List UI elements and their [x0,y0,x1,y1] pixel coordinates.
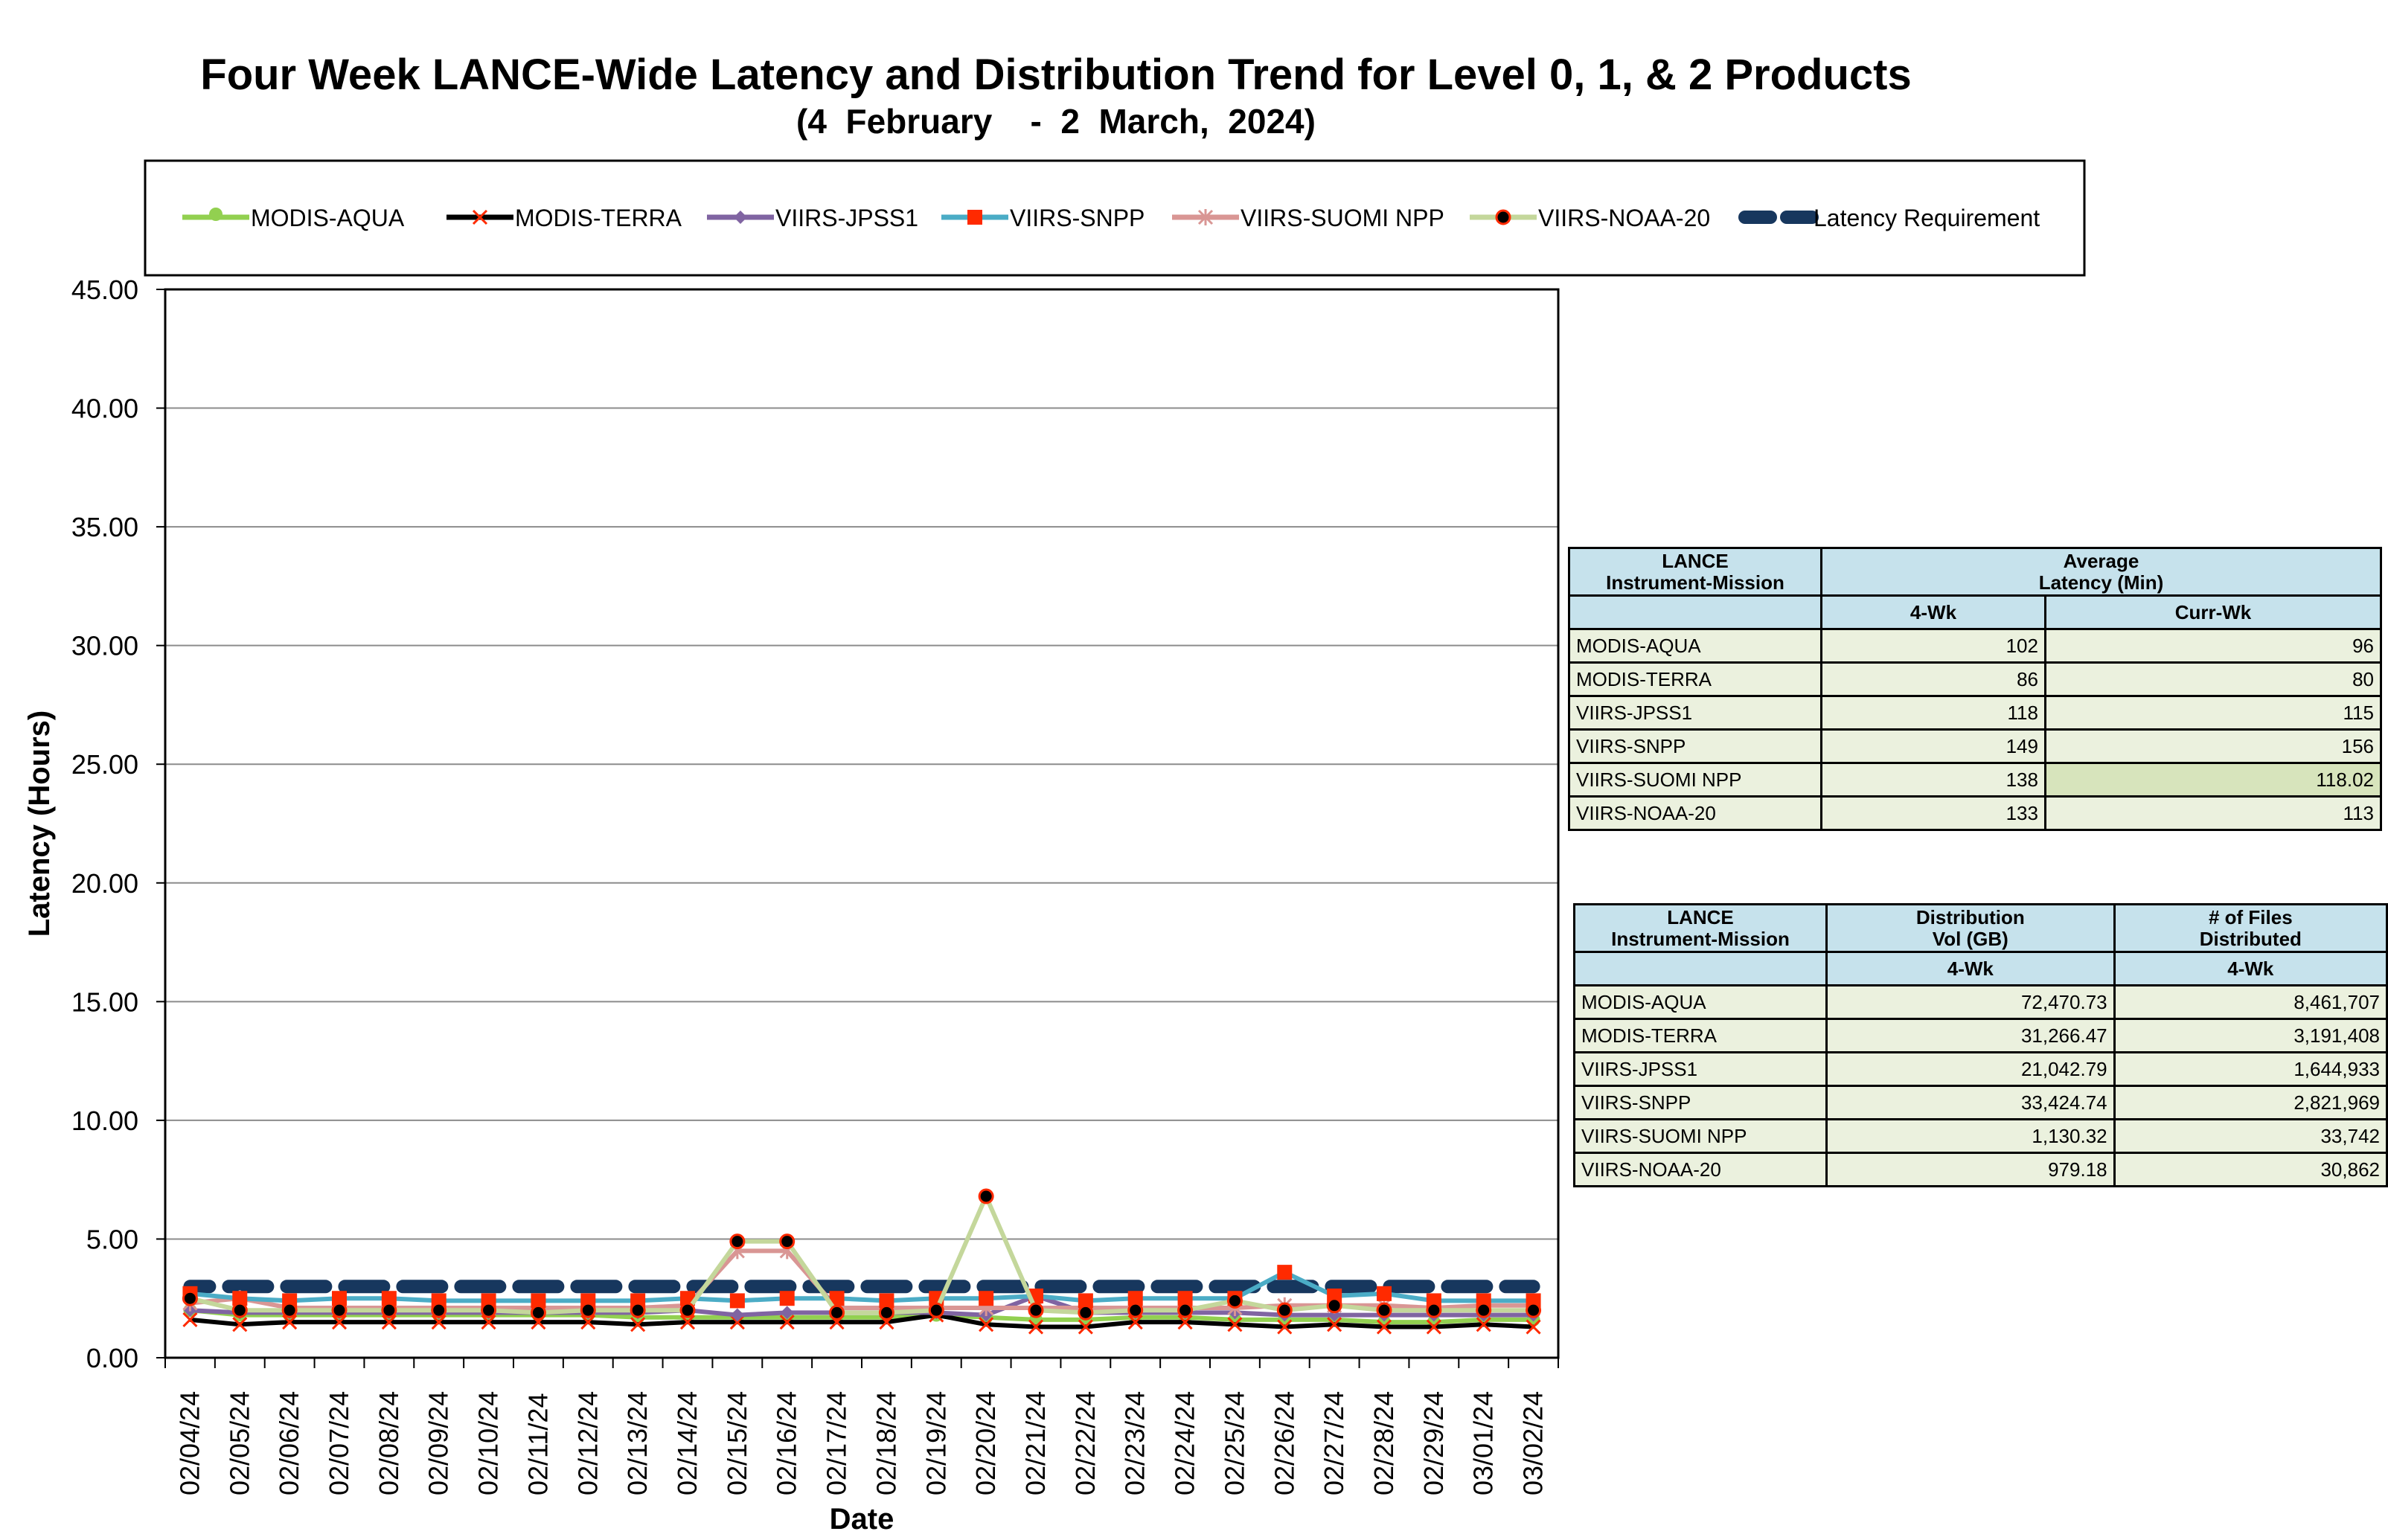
data-point [581,1303,595,1317]
x-tick-label: 02/20/24 [970,1390,1002,1495]
data-point [1328,1299,1341,1312]
y-tick-label: 40.00 [71,393,138,424]
x-tick-label: 02/05/24 [224,1390,255,1495]
table-row [1575,986,2387,1019]
legend-label: VIIRS-NOAA-20 [1538,205,1711,231]
data-point [781,1235,794,1248]
x-tick-label: 02/24/24 [1169,1390,1200,1495]
chart-subtitle: (4 February - 2 March, 2024) [796,102,1316,141]
table-row [1575,1120,2387,1153]
data-point [1029,1303,1043,1317]
x-tick-label: 02/09/24 [423,1390,454,1495]
distribution-volume: 1,130.32 [1827,1120,2115,1153]
x-tick-label: 02/28/24 [1369,1390,1399,1495]
latency-curr-wk: 96 [2045,629,2381,663]
data-point [681,1303,694,1317]
data-point [531,1306,545,1319]
series-layer [182,1190,1540,1334]
y-tick-label: 30.00 [71,630,138,661]
table-row [1569,629,2381,663]
latency-table-col1-header: LANCE Instrument-Mission [1569,548,1822,596]
distribution-table-sub-vol: 4-Wk [1827,952,2115,986]
y-tick-label: 45.00 [71,275,138,305]
data-point [1129,1303,1142,1317]
y-tick-label: 0.00 [86,1343,138,1373]
table-row [1569,696,2381,730]
x-tick-label: 02/29/24 [1418,1390,1449,1495]
mission-name: MODIS-TERRA [1575,1019,1827,1053]
x-tick-label: 02/12/24 [572,1390,604,1495]
data-point [1278,1303,1291,1317]
mission-name: VIIRS-SUOMI NPP [1575,1120,1827,1153]
plot-area [165,289,1558,1358]
latency-curr-wk: 115 [2045,696,2381,730]
legend-label: MODIS-TERRA [515,205,682,231]
x-tick-label: 02/18/24 [871,1390,902,1495]
mission-name: MODIS-AQUA [1575,986,1827,1019]
y-tick-label: 35.00 [71,512,138,543]
mission-name: MODIS-TERRA [1569,663,1822,696]
x-tick-label: 02/22/24 [1069,1390,1101,1495]
distribution-volume: 33,424.74 [1827,1086,2115,1120]
files-distributed: 3,191,408 [2114,1019,2387,1053]
data-point [333,1303,346,1317]
x-tick-label: 02/23/24 [1119,1390,1150,1495]
data-point [979,1190,993,1203]
legend-label: VIIRS-JPSS1 [775,205,919,231]
table-row [1575,1086,2387,1120]
x-tick-label: 02/14/24 [672,1390,702,1495]
data-point [1228,1294,1241,1307]
mission-name: MODIS-AQUA [1569,629,1822,663]
data-point [631,1303,644,1317]
x-tick-label: 02/17/24 [821,1390,852,1495]
x-tick-label: 02/26/24 [1269,1390,1300,1495]
legend-marker [967,210,982,225]
mission-name: VIIRS-NOAA-20 [1569,797,1822,830]
files-distributed: 30,862 [2114,1153,2387,1187]
x-tick-label: 03/02/24 [1517,1390,1549,1495]
distribution-table-col1-header: LANCE Instrument-Mission [1575,905,1827,952]
distribution-volume: 21,042.79 [1827,1053,2115,1086]
data-point [482,1303,496,1317]
x-tick-label: 02/16/24 [771,1390,802,1495]
x-axis [165,1358,1558,1495]
mission-name: VIIRS-SNPP [1575,1086,1827,1120]
data-point [880,1306,893,1319]
y-tick-label: 25.00 [71,749,138,780]
x-tick-label: 02/04/24 [174,1390,205,1495]
latency-curr-wk: 118.02 [2045,763,2381,797]
table-row [1569,763,2381,797]
files-distributed: 1,644,933 [2114,1053,2387,1086]
chart-title: Four Week LANCE-Wide Latency and Distribution Trend for Level 0, 1, & 2 Products [200,51,1912,99]
data-point [1477,1303,1491,1317]
data-point [731,1235,744,1248]
data-point [382,1303,396,1317]
data-point [929,1303,943,1317]
data-point [830,1306,844,1319]
x-tick-label: 02/06/24 [274,1390,305,1495]
x-tick-label: 02/13/24 [622,1390,653,1495]
y-axis-label: Latency (Hours) [23,710,56,937]
mission-name: VIIRS-JPSS1 [1575,1053,1827,1086]
mission-name: VIIRS-JPSS1 [1569,696,1822,730]
table-row [1569,663,2381,696]
latency-table-sub-4wk: 4-Wk [1822,596,2046,629]
table-row [1575,1019,2387,1053]
legend-marker [1496,211,1510,224]
x-tick-label: 02/15/24 [721,1390,752,1495]
data-point [780,1291,795,1306]
latency-4wk: 102 [1822,629,2046,663]
latency-4wk: 138 [1822,763,2046,797]
distribution-table-sub-files: 4-Wk [2114,952,2387,986]
data-point [1079,1306,1092,1319]
mission-name: VIIRS-SNPP [1569,730,1822,763]
y-tick-label: 10.00 [71,1105,138,1136]
data-point [1179,1303,1192,1317]
distribution-volume: 979.18 [1827,1153,2115,1187]
y-axis [71,275,165,1373]
latency-curr-wk: 113 [2045,797,2381,830]
table-row [1569,730,2381,763]
latency-4wk: 118 [1822,696,2046,730]
data-point [1377,1286,1392,1301]
x-tick-label: 02/21/24 [1020,1390,1051,1495]
gridlines [165,289,1558,1239]
distribution-table-col3-header: # of Files Distributed [2114,905,2387,952]
files-distributed: 8,461,707 [2114,986,2387,1019]
mission-name: VIIRS-SUOMI NPP [1569,763,1822,797]
legend-label: Latency Requirement [1814,205,2040,231]
distribution-volume: 72,470.73 [1827,986,2115,1019]
distribution-table-col2-header: Distribution Vol (GB) [1827,905,2115,952]
data-point [283,1303,296,1317]
data-point [1277,1265,1292,1280]
data-point [979,1291,993,1306]
x-tick-label: 02/27/24 [1319,1390,1350,1495]
latency-table-sub-currwk: Curr-Wk [2045,596,2381,629]
legend-label: MODIS-AQUA [251,205,405,231]
latency-curr-wk: 156 [2045,730,2381,763]
data-point [432,1303,446,1317]
files-distributed: 2,821,969 [2114,1086,2387,1120]
mission-name: VIIRS-NOAA-20 [1575,1153,1827,1187]
distribution-table [1573,903,2388,1187]
x-tick-label: 02/08/24 [373,1390,404,1495]
x-tick-label: 02/25/24 [1219,1390,1250,1495]
x-tick-label: 02/19/24 [921,1390,952,1495]
x-tick-label: 03/01/24 [1467,1390,1499,1495]
data-point [1527,1303,1540,1317]
x-tick-label: 02/10/24 [473,1390,504,1495]
latency-table [1568,547,2382,831]
x-tick-label: 02/07/24 [324,1390,354,1495]
latency-curr-wk: 80 [2045,663,2381,696]
latency-4wk: 86 [1822,663,2046,696]
files-distributed: 33,742 [2114,1120,2387,1153]
data-point [1427,1303,1441,1317]
latency-table-blank [1569,596,1822,629]
latency-4wk: 149 [1822,730,2046,763]
latency-4wk: 133 [1822,797,2046,830]
y-tick-label: 15.00 [71,986,138,1018]
y-tick-label: 5.00 [86,1224,138,1255]
table-row [1575,1153,2387,1187]
distribution-volume: 31,266.47 [1827,1019,2115,1053]
data-point [1377,1303,1391,1317]
latency-table-col2-header: Average Latency (Min) [1822,548,2381,596]
legend-marker [209,208,223,221]
table-row [1575,1053,2387,1086]
data-point [730,1293,745,1308]
x-tick-label: 02/11/24 [522,1393,554,1495]
legend-label: VIIRS-SUOMI NPP [1241,205,1444,231]
data-point [233,1303,246,1317]
distribution-table-blank [1575,952,1827,986]
data-point [183,1292,196,1305]
y-tick-label: 20.00 [71,867,138,899]
legend-label: VIIRS-SNPP [1010,205,1145,231]
x-axis-label: Date [829,1503,894,1536]
table-row [1569,797,2381,830]
